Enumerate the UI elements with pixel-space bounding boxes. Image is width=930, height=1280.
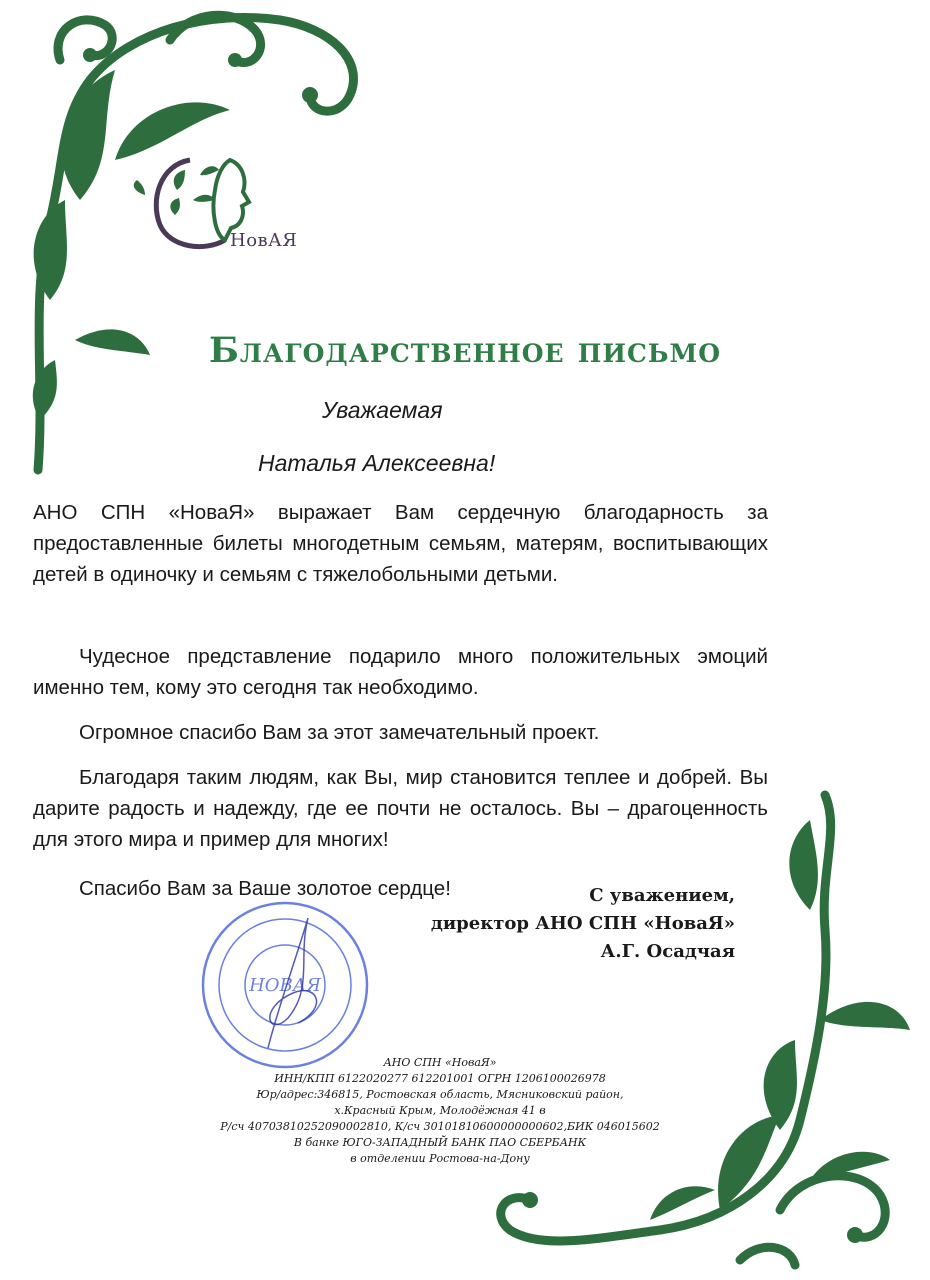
paragraph-2: Чудесное представление подарило много положительных эмоций именно тем, кому это сегодня так необходимо. <box>33 645 768 699</box>
stamp-text: НОВАЯ <box>249 975 321 996</box>
letter-title: Благодарственное письмо <box>209 330 721 371</box>
requisites-line: Юр/адрес:346815, Ростовская область, Мясниковский район, <box>256 1088 624 1101</box>
requisites-line: В банке ЮГО-ЗАПАДНЫЙ БАНК ПАО СБЕРБАНК <box>293 1136 587 1149</box>
requisites-line: АНО СПН «НоваЯ» <box>383 1056 497 1069</box>
paragraph-3: Огромное спасибо Вам за этот замечательный проект. <box>79 721 600 744</box>
requisites-line: ИНН/КПП 6122020277 612201001 ОГРН 1206100026978 <box>274 1072 606 1085</box>
salutation-line-1: Уважаемая <box>322 397 443 423</box>
paragraph-5: Спасибо Вам за Ваше золотое сердце! <box>79 877 451 900</box>
signature-line-1: С уважением, <box>589 885 735 906</box>
paragraph-4: Благодаря таким людям, как Вы, мир становится теплее и добрей. Вы дарите радость и надежду, где ее почти не осталось. Вы – драгоценность для этого мира и пример для многих! <box>33 766 768 851</box>
requisites-line: Р/сч 40703810252090002810, К/сч 30101810600000000602,БИК 046015602 <box>220 1120 660 1133</box>
ornament-bottom-right-icon <box>480 790 920 1270</box>
salutation-line-2: Наталья Алексеевна! <box>258 450 496 476</box>
signature-line-2: директор АНО СПН «НоваЯ» <box>430 913 735 934</box>
requisites-line: х.Красный Крым, Молодёжная 41 в <box>334 1104 546 1117</box>
requisites-line: в отделении Ростова-на-Дону <box>350 1152 530 1165</box>
stamp-icon <box>198 898 373 1073</box>
paragraph-1: АНО СПН «НоваЯ» выражает Вам сердечную благодарность за предоставленные билеты многодетным семьям, матерям, воспитывающих детей в одиночку и семьям с тяжелобольными детьми. <box>33 501 768 586</box>
logo-name: НовАЯ <box>230 230 298 251</box>
signature-line-3: А.Г. Осадчая <box>600 941 735 962</box>
